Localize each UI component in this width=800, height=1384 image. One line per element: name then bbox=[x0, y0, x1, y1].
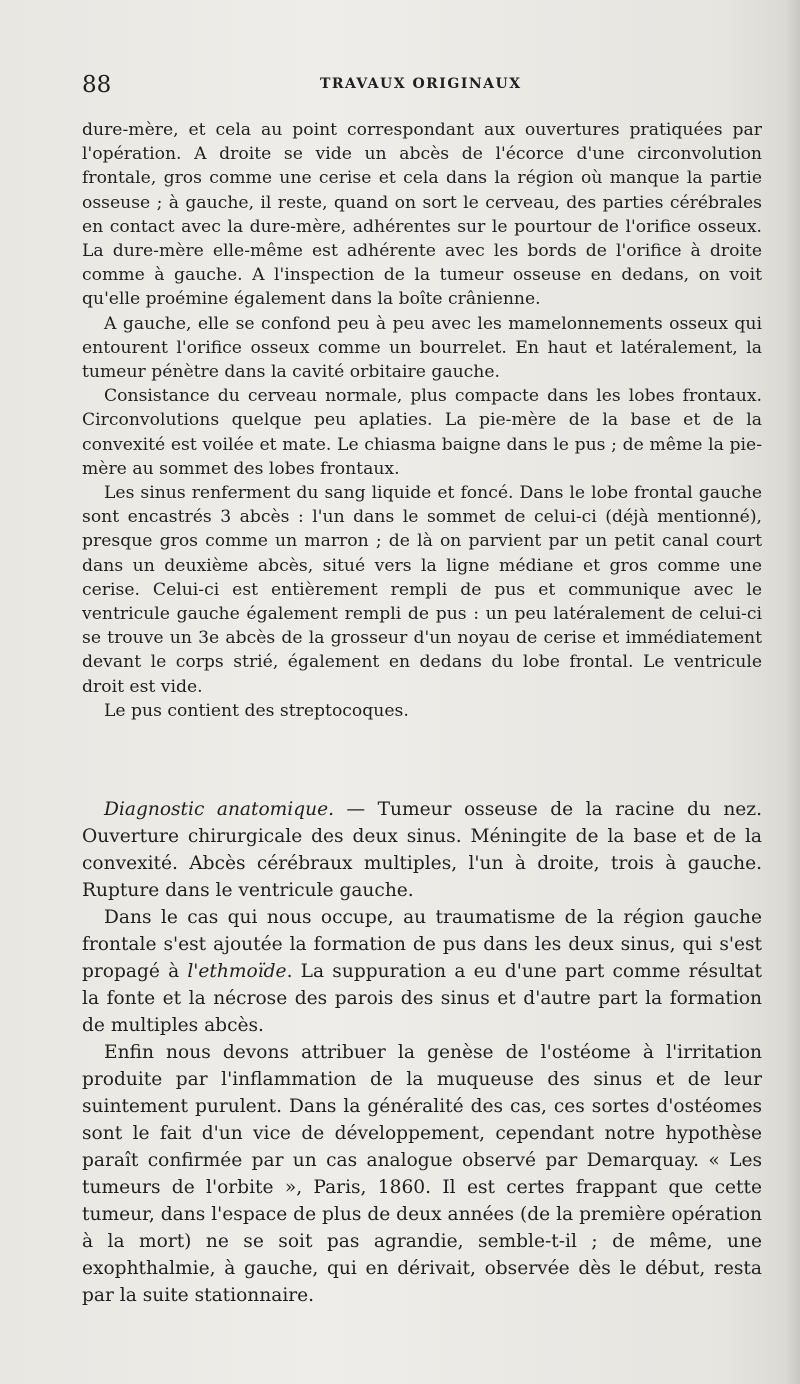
paragraph: Consistance du cerveau normale, plus compacte dans les lobes frontaux. Circonvolutions quelque peu aplaties. La pie-mère de la base et de la convexité est voilée et mate. Le chiasma baigne dans le pus ; de même la pie-mère au sommet des lobes frontaux. bbox=[82, 386, 762, 479]
running-title: TRAVAUX ORIGINAUX bbox=[320, 76, 522, 92]
paragraph: A gauche, elle se confond peu à peu avec les mamelonnements osseux qui entourent l'orifice osseux comme un bourrelet. En haut et latéralement, la tumeur pénètre dans la cavité orbitaire gauche. bbox=[82, 313, 762, 383]
diagnostic-paragraph bbox=[82, 796, 762, 904]
diagnostic-label: Diagnostic anatomique. bbox=[104, 799, 335, 820]
paragraph-text: Dans le cas qui nous occupe, au traumatisme de la région gauche frontale s'est ajoutée la formation de pus dans les deux sinus, qui s'est propagé à bbox=[82, 907, 762, 982]
paragraph-text: . La suppuration a eu d'une part comme résultat la fonte et la nécrose des parois des sinus et d'autre part la formation de multiples abcès. bbox=[82, 961, 762, 1036]
discussion-text bbox=[82, 796, 762, 1309]
paragraph: Le pus contient des streptocoques. bbox=[104, 700, 409, 721]
paragraph bbox=[82, 904, 762, 1039]
page-header bbox=[82, 72, 762, 108]
page-number: 88 bbox=[82, 72, 112, 98]
page-edge-shadow bbox=[786, 0, 800, 1384]
autopsy-text bbox=[82, 118, 762, 723]
diagnostic-text: — Tumeur osseuse de la racine du nez. Ouverture chirurgicale des deux sinus. Méningite de la base et de la convexité. Abcès cérébraux multiples, l'un à droite, trois à gauche. Rupture dans le ventricule gauche. bbox=[82, 799, 763, 901]
paragraph: Les sinus renferment du sang liquide et foncé. Dans le lobe frontal gauche sont encastrés 3 abcès : l'un dans le sommet de celui-ci (déjà mentionné), presque gros comme un marron ; de là on parvient par un petit canal court dans un deuxième abcès, situé vers la ligne médiane et gros comme une cerise. Celui-ci est entièrement rempli de pus et communique avec le ventricule gauche également rempli de pus : un peu latéralement de celui-ci se trouve un 3e abcès de la grosseur d'un noyau de cerise et immédiatement devant le corps strié, également en dedans du lobe frontal. Le ventricule droit est vide. bbox=[82, 483, 762, 697]
paragraph: Enfin nous devons attribuer la genèse de l'ostéome à l'irritation produite par l'inflammation de la muqueuse des sinus et de leur suintement purulent. Dans la généralité des cas, ces sortes d'ostéomes sont le fait d'un vice de développement, cependant notre hypothèse paraît confirmée par un cas analogue observé par Demarquay. « Les tumeurs de l'orbite », Paris, 1860. Il est certes frappant que cette tumeur, dans l'espace de plus de deux années (de la première opération à la mort) ne se soit pas agrandie, semble-t-il ; de même, une exophthalmie, à gauche, qui en dérivait, observée dès le début, resta par la suite stationnaire. bbox=[82, 1042, 762, 1306]
ethmoide-term: l'ethmoïde bbox=[187, 961, 287, 982]
paragraph: dure-mère, et cela au point correspondant aux ouvertures pratiquées par l'opération. A droite se vide un abcès de l'écorce d'une circonvolution frontale, gros comme une cerise et cela dans la région où manque la partie osseuse ; à gauche, il reste, quand on sort le cerveau, des parties cérébrales en contact avec la dure-mère, adhérentes sur le pourtour de l'orifice osseux. La dure-mère elle-même est adhérente avec les bords de l'orifice à droite comme à gauche. A l'inspection de la tumeur osseuse en dedans, on voit qu'elle proémine également dans la boîte crânienne. bbox=[82, 120, 762, 310]
